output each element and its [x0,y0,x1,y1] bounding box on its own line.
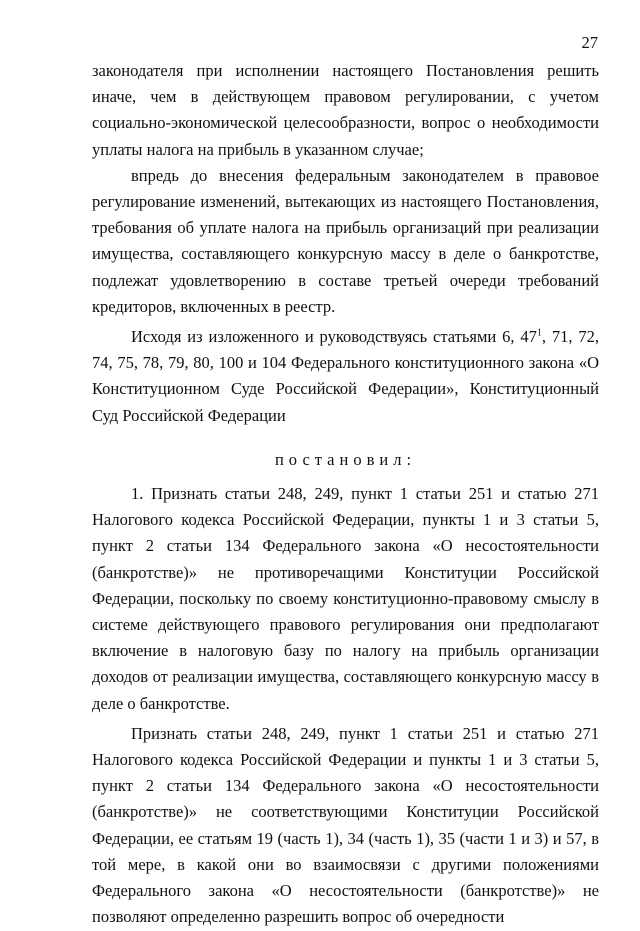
legal-basis-text-end: , 71, 72, 74, 75, 78, 79, 80, 100 и 104 Федерального конституционного закона «О Конституционном Суде Российской Федерации», Конституционный Суд Российской Федерации [92,327,600,425]
paragraph-continuation: законодателя при исполнении настоящего Постановления решить иначе, чем в действующем правовом регулировании, с учетом социально-экономической целесообразности, вопрос о необходимости уплаты налога на прибыль в указанном случае; [92,61,599,159]
paragraph-resolution-1: 1. Признать статьи 248, 249, пункт 1 статьи 251 и статью 271 Налогового кодекса Российской Федерации, пункты 1 и 3 статьи 5, пункт 2 статьи 134 Федерального закона «О несостоятельности (банкротстве)» не противоречащими Конституции Российской Федерации, поскольку по своему конституционно-правовому смыслу в системе действующего правового регулирования они предполагают включение в налоговую базу по налогу на прибыль организации доходов от реализации имущества, составляющего конкурсную массу в деле о банкротстве. [92,484,599,713]
paragraph-legal-basis [92,324,599,429]
paragraph-interim-rule: впредь до внесения федеральным законодателем в правовое регулирование изменений, вытекающих из настоящего Постановления, требования об уплате налога на прибыль организаций при реализации имущества, составляющего конкурсную массу в деле о банкротстве, подлежат удовлетворению в составе третьей очереди требований кредиторов, включенных в реестр. [92,165,599,316]
resolution-heading: постановил: [274,449,417,469]
page-number: 27 [581,33,598,52]
document-body [92,58,599,931]
legal-basis-text-start: Исходя из изложенного и руководствуясь статьями 6, 47 [131,327,537,347]
paragraph-resolution-1-second: Признать статьи 248, 249, пункт 1 статьи 251 и статью 271 Налогового кодекса Российской Федерации и пункты 1 и 3 статьи 5, пункт 2 статьи 134 Федерального закона «О несостоятельности (банкротстве)» не соответствующими Конституции Российской Федерации, ее статьям 19 (часть 1), 34 (часть 1), 35 (части 1 и 3) и 57, в той мере, в какой они во взаимосвязи с другими положениями Федерального закона «О несостоятельности (банкротстве)» не позволяют определенно разрешить вопрос об очередности [92,723,599,927]
article-superscript: 1 [536,327,542,339]
